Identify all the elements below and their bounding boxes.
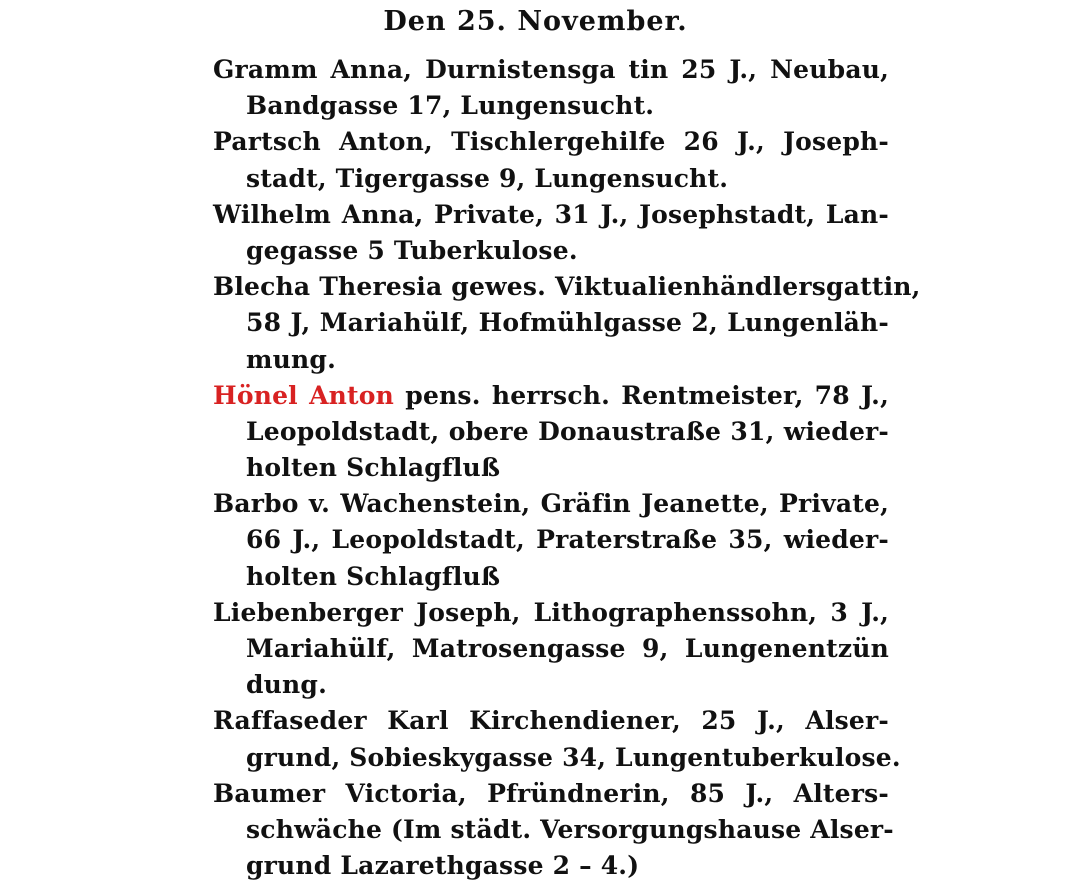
notice-line: Leopoldstadt, obere Donaustraße 31, wieder- — [246, 416, 889, 446]
highlighted-name: Hönel Anton — [213, 380, 395, 410]
notice-line: gegasse 5 Tuberkulose. — [246, 235, 578, 265]
notice-line: Blecha Theresia gewes. Viktualienhändlersgattin, — [213, 272, 921, 302]
notice-line: Gramm Anna, Durnistensga tin 25 J., Neubau, — [213, 55, 889, 84]
notice-line: Partsch Anton, Tischlergehilfe 26 J., Joseph- — [213, 127, 889, 157]
notice-line: holten Schlagfluß — [246, 453, 501, 483]
notice-line: Wilhelm Anna, Private, 31 J., Josephstadt, Lan- — [213, 199, 889, 229]
notice-line — [213, 378, 889, 414]
notice-entry — [213, 124, 889, 196]
date-heading: Den 25. November. — [383, 6, 688, 37]
notice-entry — [213, 52, 889, 124]
notice-line: Mariahülf, Matrosengasse 9, Lungenentzün — [246, 634, 889, 663]
notice-line: Barbo v. Wachenstein, Gräfin Jeanette, Private, — [213, 489, 889, 519]
notice-line: 66 J., Leopoldstadt, Praterstraße 35, wieder- — [246, 525, 889, 555]
notice-line: Bandgasse 17, Lungensucht. — [246, 91, 655, 121]
notice-line: schwäche (Im städt. Versorgungshause Alser- — [246, 814, 894, 844]
notice-line: Baumer Victoria, Pfründnerin, 85 J., Alters- — [213, 778, 889, 808]
notice-entry — [213, 776, 894, 885]
notice-entry — [213, 595, 889, 704]
notice-entry — [213, 703, 901, 775]
notice-entry — [213, 486, 889, 595]
notice-line: Raffaseder Karl Kirchendiener, 25 J., Alser- — [213, 706, 889, 736]
notice-line: grund Lazarethgasse 2 – 4.) — [246, 851, 640, 881]
notice-line: holten Schlagfluß — [246, 561, 501, 591]
notice-entry-highlighted — [213, 378, 889, 487]
death-notices-list — [213, 52, 921, 884]
notice-entry — [213, 197, 889, 269]
notice-line: grund, Sobieskygasse 34, Lungentuberkulose. — [246, 742, 901, 772]
notice-line: dung. — [246, 670, 328, 700]
notice-line: stadt, Tigergasse 9, Lungensucht. — [246, 163, 729, 193]
notice-line: 58 J, Mariahülf, Hofmühlgasse 2, Lungenläh- — [246, 308, 889, 338]
notice-entry — [213, 269, 921, 378]
notice-line: mung. — [246, 344, 336, 374]
notice-line-rest: pens. herrsch. Rentmeister, 78 J., — [394, 380, 889, 410]
notice-line: Liebenberger Joseph, Lithographenssohn, 3 J., — [213, 597, 889, 627]
